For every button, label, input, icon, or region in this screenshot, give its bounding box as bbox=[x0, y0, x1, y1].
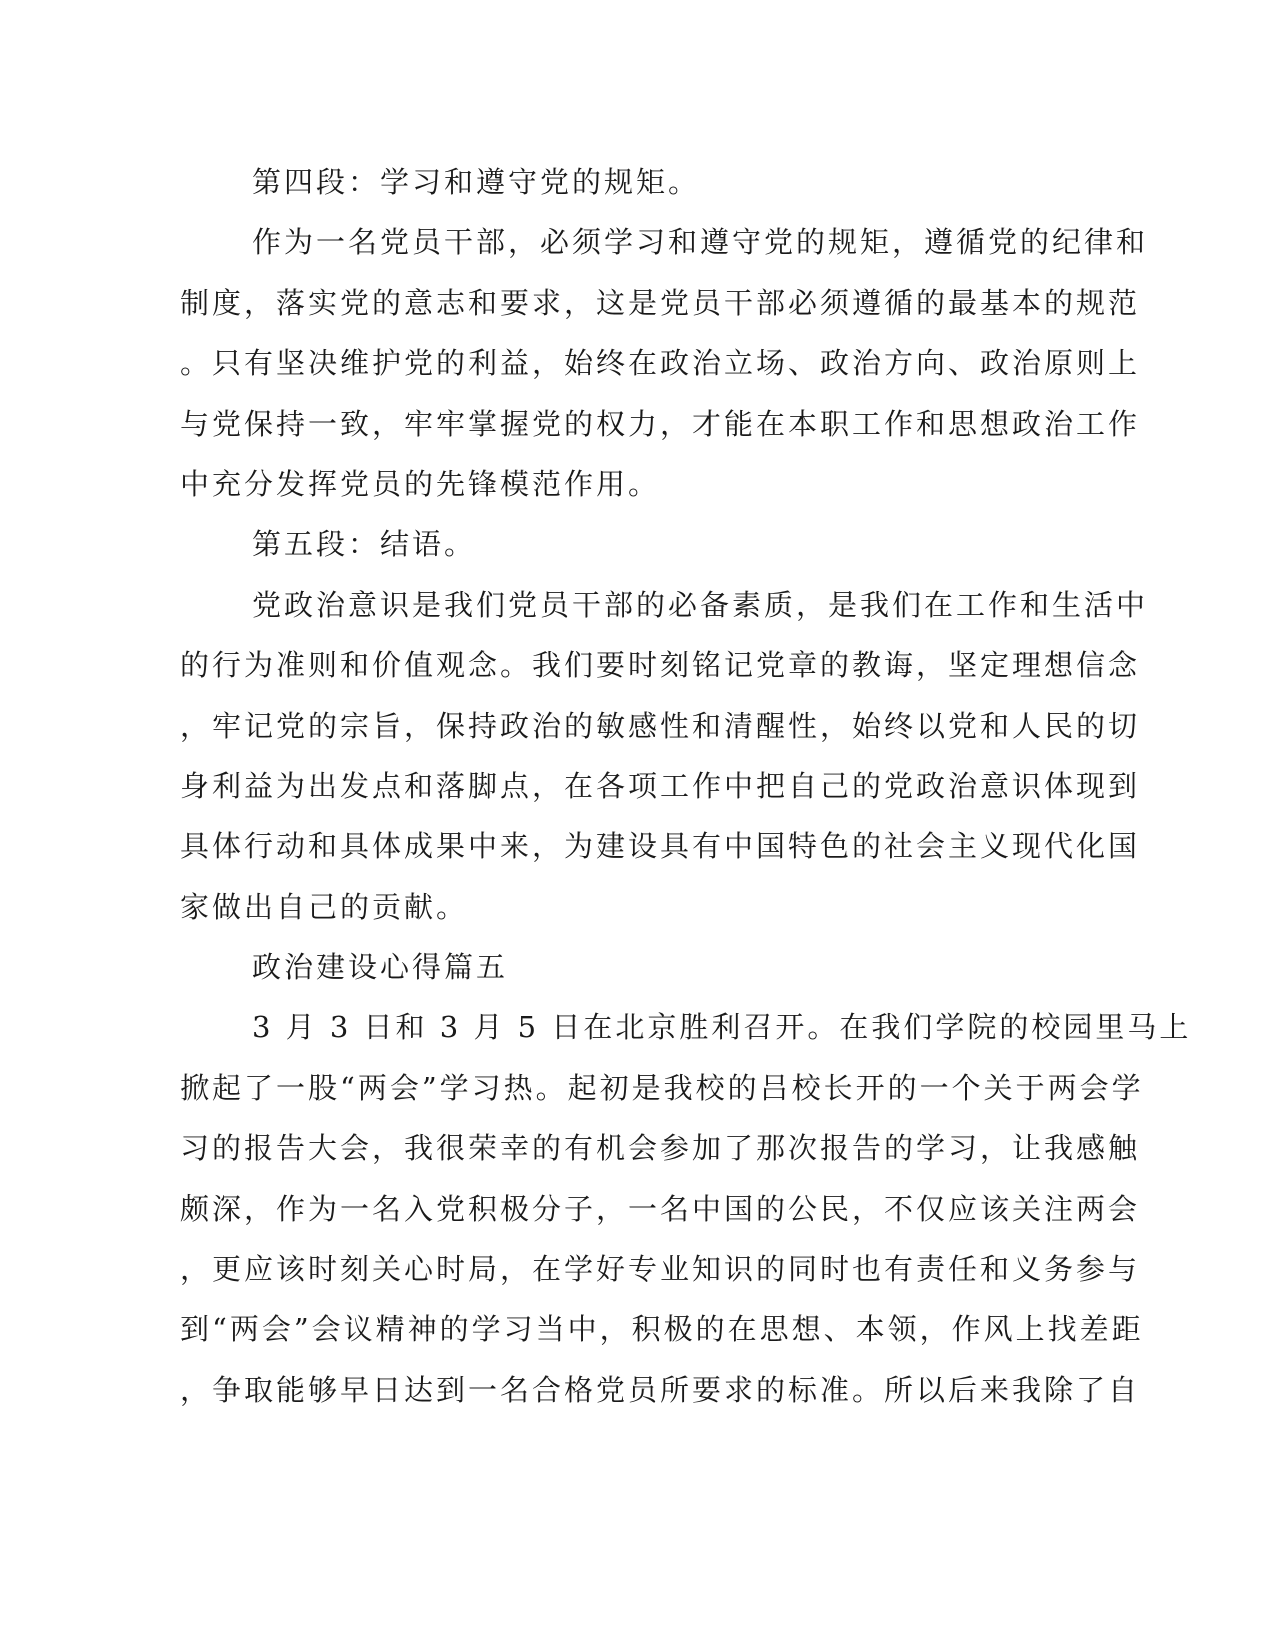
paragraph bbox=[180, 212, 1149, 514]
text-line: 与党保持一致，牢牢掌握党的权力，才能在本职工作和思想政治工作 bbox=[180, 406, 1141, 441]
text-line: 习的报告大会，我很荣幸的有机会参加了那次报告的学习，让我感触 bbox=[180, 1131, 1141, 1166]
text-line: 家做出自己的贡献。 bbox=[180, 889, 469, 924]
text-line: 。只有坚决维护党的利益，始终在政治立场、政治方向、政治原则上 bbox=[180, 346, 1141, 381]
document-body bbox=[180, 152, 1192, 1420]
text-line: 到“两会”会议精神的学习当中，积极的在思想、本领，作风上找差距 bbox=[180, 1312, 1144, 1347]
text-line: 党政治意识是我们党员干部的必备素质，是我们在工作和生活中 bbox=[252, 587, 1149, 622]
text-line: ，争取能够早日达到一名合格党员所要求的标准。所以后来我除了自 bbox=[180, 1372, 1141, 1407]
text-line: 的行为准则和价值观念。我们要时刻铭记党章的教诲，坚定理想信念 bbox=[180, 648, 1141, 683]
text-line: 颇深，作为一名入党积极分子，一名中国的公民，不仅应该关注两会 bbox=[180, 1191, 1141, 1226]
part-title bbox=[180, 937, 1028, 997]
text-line: ，更应该时刻关心时局，在学好专业知识的同时也有责任和义务参与 bbox=[180, 1252, 1141, 1287]
text-line: 作为一名党员干部，必须学习和遵守党的规矩，遵循党的纪律和 bbox=[252, 225, 1149, 260]
text-line: 掀起了一股“两会”学习热。起初是我校的吕校长开的一个关于两会学 bbox=[180, 1070, 1144, 1105]
text-line: ，牢记党的宗旨，保持政治的敏感性和清醒性，始终以党和人民的切 bbox=[180, 708, 1141, 743]
text-line: 第四段：学习和遵守党的规矩。 bbox=[252, 165, 701, 199]
paragraph bbox=[180, 575, 1149, 937]
text-line: 具体行动和具体成果中来，为建设具有中国特色的社会主义现代化国 bbox=[180, 829, 1141, 864]
text-line: 身利益为出发点和落脚点，在各项工作中把自己的党政治意识体现到 bbox=[180, 768, 1141, 803]
paragraph bbox=[180, 997, 1192, 1420]
text-line: 3 月 3 日和 3 月 5 日在北京胜利召开。在我们学院的校园里马上 bbox=[252, 1010, 1192, 1045]
section-heading bbox=[180, 152, 1028, 212]
text-line: 政治建设心得篇五 bbox=[252, 950, 509, 985]
text-line: 制度，落实党的意志和要求，这是党员干部必须遵循的最基本的规范 bbox=[180, 285, 1141, 320]
text-line: 第五段：结语。 bbox=[252, 527, 477, 562]
section-heading bbox=[180, 514, 1028, 574]
text-line: 中充分发挥党员的先锋模范作用。 bbox=[180, 466, 661, 501]
